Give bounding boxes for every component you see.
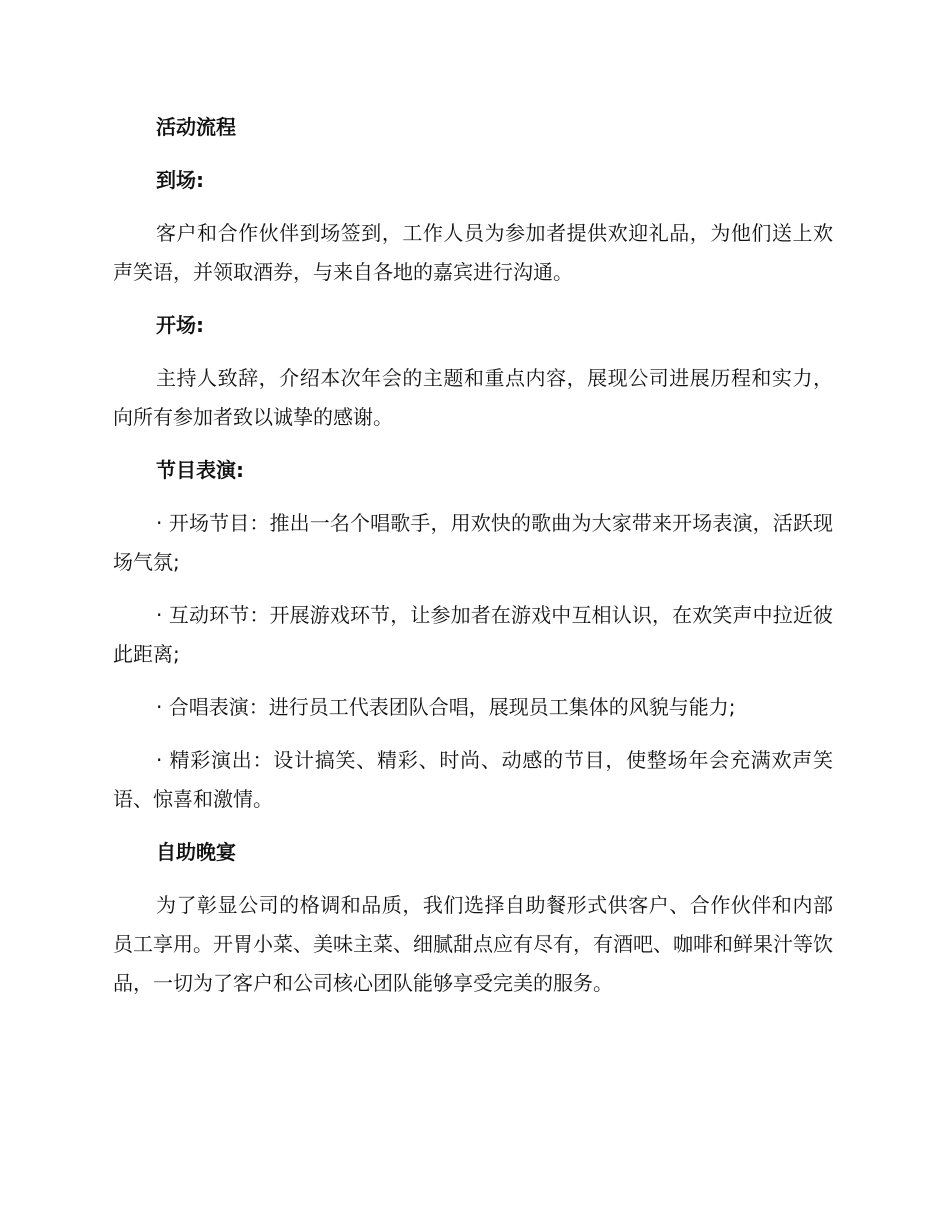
paragraph-opening: 主持人致辞，介绍本次年会的主题和重点内容，展现公司进展历程和实力，向所有参加者致以诚挚的感谢。: [113, 366, 833, 429]
heading-opening: 开场:: [156, 313, 204, 337]
list-item-chorus: · 合唱表演：进行员工代表团队合唱，展现员工集体的风貌与能力;: [156, 695, 736, 719]
document-body: [113, 108, 833, 1003]
heading-performance: 节目表演:: [156, 458, 244, 482]
section-title-activity-flow: 活动流程: [156, 115, 236, 139]
heading-arrival: 到场:: [156, 168, 204, 192]
paragraph-buffet: 为了彰显公司的格调和品质，我们选择自助餐形式供客户、合作伙伴和内部员工享用。开胃小菜、美味主菜、细腻甜点应有尽有，有酒吧、咖啡和鲜果汁等饮品，一切为了客户和公司核心团队能够享受完美的服务。: [113, 893, 833, 995]
paragraph-arrival: 客户和合作伙伴到场签到，工作人员为参加者提供欢迎礼品，为他们送上欢声笑语，并领取酒券，与来自各地的嘉宾进行沟通。: [113, 221, 833, 284]
list-item-highlight-show: · 精彩演出：设计搞笑、精彩、时尚、动感的节目，使整场年会充满欢声笑语、惊喜和激情。: [113, 748, 833, 811]
section-title-buffet: 自助晚宴: [156, 840, 236, 864]
list-item-opening-act: · 开场节目：推出一名个唱歌手，用欢快的歌曲为大家带来开场表演，活跃现场气氛;: [113, 511, 833, 574]
list-item-interaction: · 互动环节：开展游戏环节，让参加者在游戏中互相认识，在欢笑声中拉近彼此距离;: [113, 603, 833, 666]
